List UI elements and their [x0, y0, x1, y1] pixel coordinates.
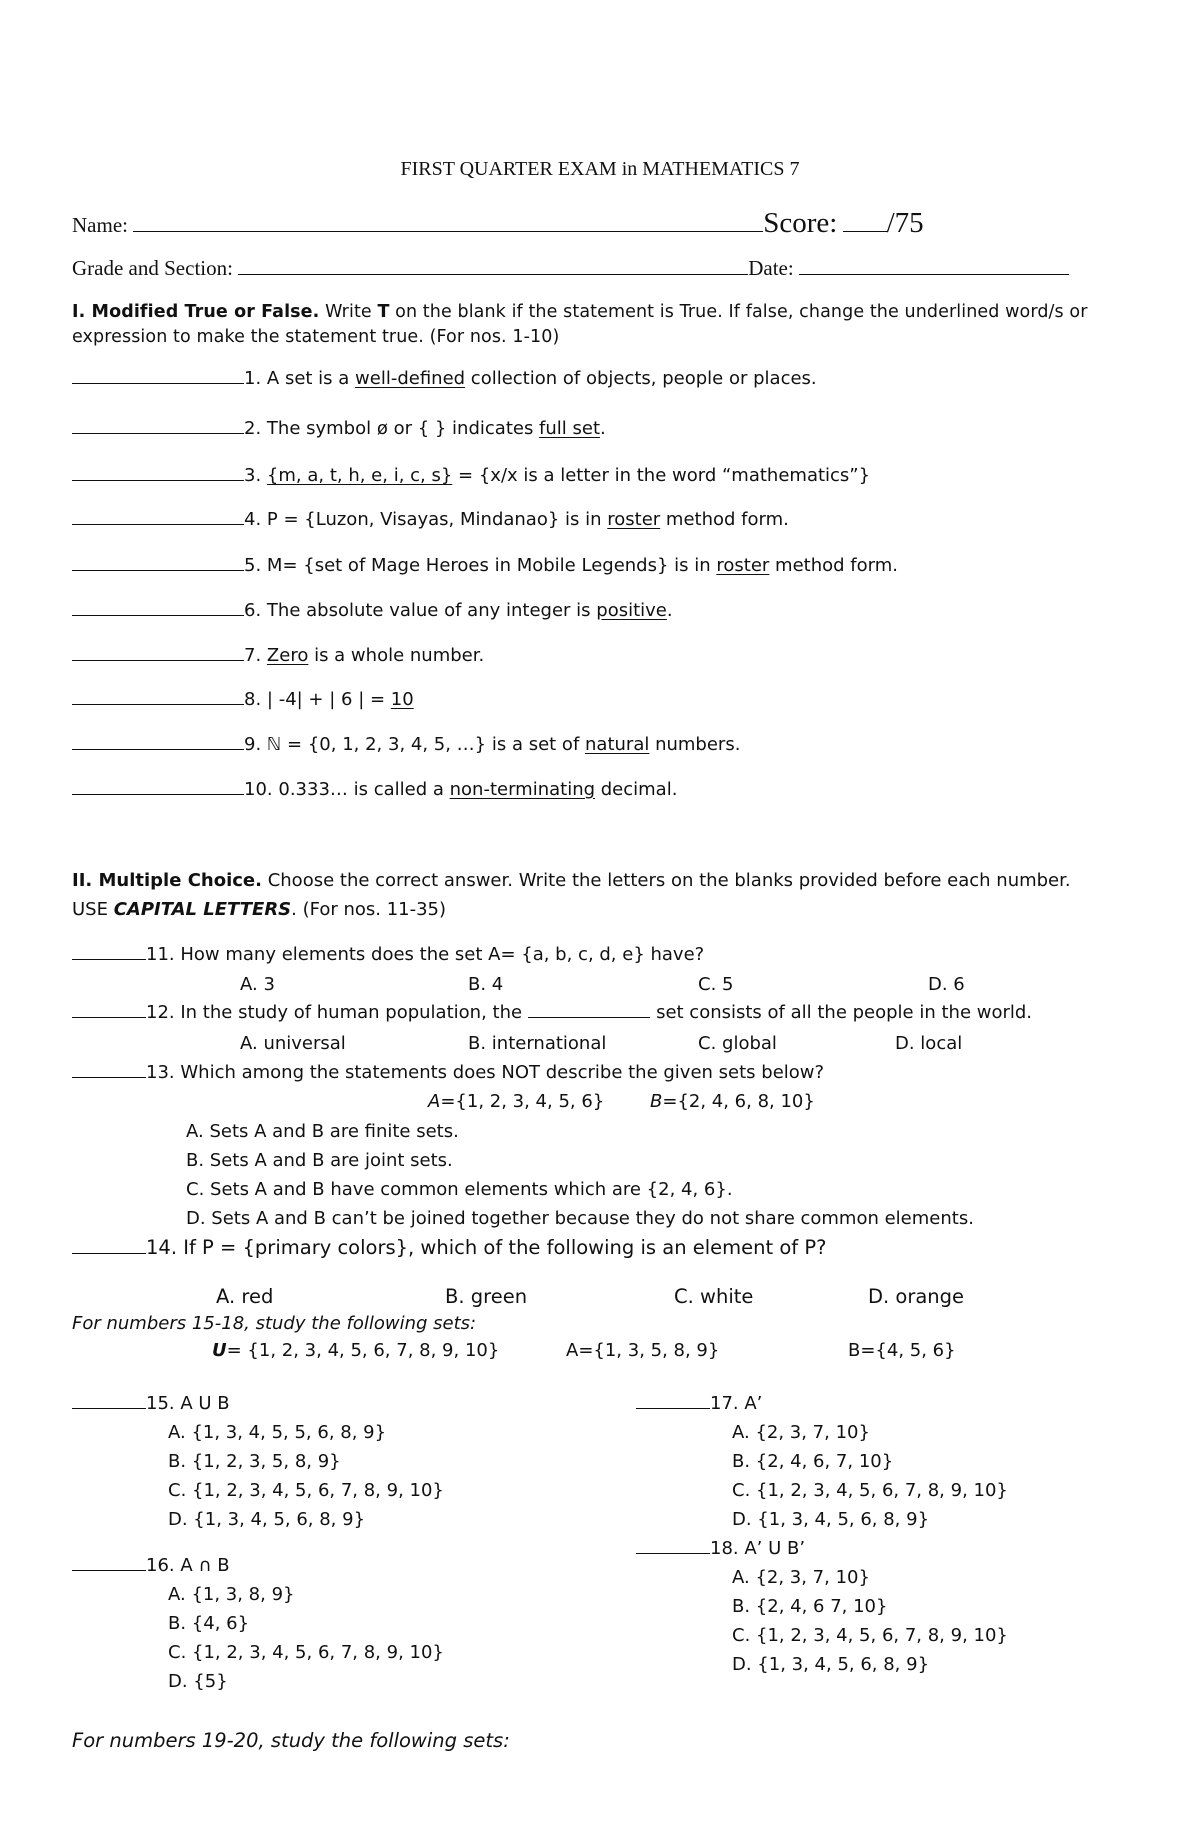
- tf-number: 1.: [244, 368, 262, 389]
- answer-blank[interactable]: [72, 614, 244, 616]
- tf-text: .: [666, 600, 673, 621]
- tf-number: 9.: [244, 734, 262, 755]
- part2-instructions: [72, 870, 1071, 891]
- score-line[interactable]: [843, 230, 887, 232]
- tf-underlined: roster: [716, 555, 770, 576]
- tf-item: [72, 734, 740, 755]
- part1-inst-b: on the blank if the statement is True. If false, change the underlined word/s or: [389, 302, 1088, 322]
- q15-choice: A. {1, 3, 4, 5, 5, 6, 8, 9}: [168, 1422, 387, 1443]
- tf-text: decimal.: [595, 779, 678, 800]
- q14-choice: D. orange: [868, 1285, 965, 1308]
- q12-choice: C. global: [698, 1033, 777, 1054]
- tf-text: M= {set of Mage Heroes in Mobile Legends} is in: [261, 555, 717, 576]
- part2-instructions-line2: [72, 899, 446, 920]
- tf-text: collection of objects, people or places.: [465, 368, 817, 389]
- answer-blank-16[interactable]: [72, 1569, 146, 1571]
- tf-item: [72, 509, 789, 530]
- question-16: [72, 1555, 230, 1576]
- date-label: Date:: [748, 256, 794, 280]
- name-row: [72, 207, 924, 240]
- note-15-18: For numbers 15-18, study the following sets:: [72, 1313, 477, 1334]
- tf-item: [72, 689, 414, 710]
- tf-underlined: full set: [539, 418, 601, 439]
- set-u-label: U: [212, 1340, 227, 1361]
- q13-set-a-label: A: [428, 1091, 441, 1112]
- tf-item: [72, 645, 484, 666]
- answer-blank[interactable]: [72, 748, 244, 750]
- q17-choice: B. {2, 4, 6, 7, 10}: [732, 1451, 894, 1472]
- q17-choice: A. {2, 3, 7, 10}: [732, 1422, 870, 1443]
- set-b: B={4, 5, 6}: [848, 1340, 956, 1361]
- answer-blank-15[interactable]: [72, 1407, 146, 1409]
- tf-underlined: 10: [390, 689, 414, 710]
- tf-number: 4.: [244, 509, 262, 530]
- grade-row: [72, 256, 1069, 281]
- q16-text: A ∩ B: [174, 1555, 230, 1576]
- part1-inst-a: Write: [319, 302, 378, 322]
- q15-text: A U B: [174, 1393, 230, 1414]
- set-a: A={1, 3, 5, 8, 9}: [566, 1340, 720, 1361]
- universal-set: [212, 1340, 499, 1361]
- use-label: USE: [72, 899, 114, 920]
- q14-text: If P = {primary colors}, which of the following is an element of P?: [177, 1236, 827, 1259]
- q13-num: 13.: [146, 1062, 175, 1083]
- q12-text-a: In the study of human population, the: [174, 1002, 523, 1023]
- answer-blank[interactable]: [72, 703, 244, 705]
- answer-blank[interactable]: [72, 793, 244, 795]
- tf-number: 3.: [244, 465, 262, 486]
- tf-item: [72, 555, 898, 576]
- q12-choice: B. international: [468, 1033, 607, 1054]
- question-14: [72, 1236, 826, 1259]
- part1-inst-t: T: [377, 302, 390, 322]
- q12-num: 12.: [146, 1002, 175, 1023]
- tf-underlined: positive: [596, 600, 667, 621]
- answer-blank-14[interactable]: [72, 1252, 146, 1254]
- q18-choice: A. {2, 3, 7, 10}: [732, 1567, 870, 1588]
- tf-text: .: [600, 418, 606, 439]
- q15-choice: B. {1, 2, 3, 5, 8, 9}: [168, 1451, 341, 1472]
- q17-choice: D. {1, 3, 4, 5, 6, 8, 9}: [732, 1509, 930, 1530]
- q13-choice: A. Sets A and B are finite sets.: [186, 1121, 459, 1142]
- part2-heading: II. Multiple Choice.: [72, 870, 262, 891]
- tf-underlined: natural: [585, 734, 650, 755]
- question-11: [72, 944, 704, 965]
- answer-blank-12[interactable]: [72, 1016, 146, 1018]
- answer-blank-17[interactable]: [636, 1407, 710, 1409]
- tf-item: [72, 418, 606, 439]
- q13-set-a: [428, 1091, 604, 1112]
- q12-inline-blank: [528, 1016, 650, 1018]
- part1-instructions: [72, 302, 1088, 322]
- tf-text: = {x/x is a letter in the word “mathematics”}: [452, 465, 871, 486]
- tf-item: [72, 465, 870, 486]
- q17-text: A’: [738, 1393, 763, 1414]
- q13-set-b-value: ={2, 4, 6, 8, 10}: [662, 1091, 815, 1112]
- q12-choice: A. universal: [240, 1033, 346, 1054]
- answer-blank[interactable]: [72, 382, 244, 384]
- q13-set-b: [650, 1091, 815, 1112]
- tf-text: | -4| + | 6 | =: [261, 689, 391, 710]
- q16-choice: A. {1, 3, 8, 9}: [168, 1584, 295, 1605]
- q11-choice: D. 6: [928, 974, 965, 995]
- tf-number: 5.: [244, 555, 262, 576]
- question-12: [72, 1002, 1032, 1023]
- q16-choice: B. {4, 6}: [168, 1613, 250, 1634]
- note-19-20: For numbers 19-20, study the following sets:: [72, 1729, 510, 1752]
- answer-blank-11[interactable]: [72, 958, 146, 960]
- tf-underlined: Zero: [266, 645, 309, 666]
- q13-choice: B. Sets A and B are joint sets.: [186, 1150, 453, 1171]
- set-u-value: = {1, 2, 3, 4, 5, 6, 7, 8, 9, 10}: [226, 1340, 500, 1361]
- question-17: [636, 1393, 762, 1414]
- q14-num: 14.: [146, 1236, 178, 1259]
- q13-choice: C. Sets A and B have common elements which are {2, 4, 6}.: [186, 1179, 733, 1200]
- capital-letters: CAPITAL LETTERS: [113, 899, 292, 920]
- q18-choice: D. {1, 3, 4, 5, 6, 8, 9}: [732, 1654, 930, 1675]
- q16-choice: D. {5}: [168, 1671, 228, 1692]
- answer-blank[interactable]: [72, 523, 244, 525]
- q18-num: 18.: [710, 1538, 739, 1559]
- grade-label: Grade and Section:: [72, 256, 233, 280]
- tf-text: The absolute value of any integer is: [261, 600, 597, 621]
- tf-text: P = {Luzon, Visayas, Mindanao} is in: [261, 509, 608, 530]
- q13-choice: D. Sets A and B can’t be joined together because they do not share common elements.: [186, 1208, 974, 1229]
- question-15: [72, 1393, 230, 1414]
- tf-text: ℕ = {0, 1, 2, 3, 4, 5, …} is a set of: [261, 734, 586, 755]
- tf-number: 8.: [244, 689, 262, 710]
- tf-underlined: well-defined: [355, 368, 466, 389]
- q18-choice: C. {1, 2, 3, 4, 5, 6, 7, 8, 9, 10}: [732, 1625, 1008, 1646]
- date-line[interactable]: [799, 273, 1069, 275]
- tf-underlined: {m, a, t, h, e, i, c, s}: [266, 465, 453, 486]
- q15-choice: D. {1, 3, 4, 5, 6, 8, 9}: [168, 1509, 366, 1530]
- tf-text: numbers.: [649, 734, 741, 755]
- part1-instructions-line2: expression to make the statement true. (For nos. 1-10): [72, 327, 560, 347]
- score-total: /75: [886, 207, 924, 239]
- q11-num: 11.: [146, 944, 175, 965]
- tf-text: 0.333… is called a: [272, 779, 450, 800]
- q13-text: Which among the statements does NOT describe the given sets below?: [174, 1062, 825, 1083]
- tf-underlined: non-terminating: [449, 779, 596, 800]
- answer-blank[interactable]: [72, 479, 244, 481]
- tf-underlined: roster: [607, 509, 661, 530]
- q18-text: A’ U B’: [738, 1538, 806, 1559]
- q16-num: 16.: [146, 1555, 175, 1576]
- exam-title: FIRST QUARTER EXAM in MATHEMATICS 7: [400, 158, 800, 180]
- answer-blank-13[interactable]: [72, 1076, 146, 1078]
- answer-blank[interactable]: [72, 569, 244, 571]
- name-line[interactable]: [133, 230, 763, 232]
- part1-heading: I. Modified True or False.: [72, 302, 320, 322]
- question-13: [72, 1062, 824, 1083]
- tf-number: 6.: [244, 600, 262, 621]
- tf-text: method form.: [769, 555, 898, 576]
- q13-set-b-label: B: [650, 1091, 663, 1112]
- tf-text: A set is a: [261, 368, 356, 389]
- answer-blank-18[interactable]: [636, 1552, 710, 1554]
- q15-num: 15.: [146, 1393, 175, 1414]
- q16-choice: C. {1, 2, 3, 4, 5, 6, 7, 8, 9, 10}: [168, 1642, 444, 1663]
- grade-line[interactable]: [238, 273, 748, 275]
- q14-choice: C. white: [674, 1285, 754, 1308]
- q14-choice: A. red: [216, 1285, 274, 1308]
- q11-text: How many elements does the set A= {a, b, c, d, e} have?: [174, 944, 705, 965]
- tf-text: The symbol ø or { } indicates: [261, 418, 540, 439]
- tf-item: [72, 368, 817, 389]
- name-label: Name:: [72, 213, 128, 237]
- q18-choice: B. {2, 4, 6 7, 10}: [732, 1596, 888, 1617]
- tf-text: is a whole number.: [308, 645, 485, 666]
- tf-text: method form.: [660, 509, 789, 530]
- q11-choice: C. 5: [698, 974, 734, 995]
- q12-choice: D. local: [895, 1033, 963, 1054]
- tf-number: 2.: [244, 418, 262, 439]
- q12-text-b: set consists of all the people in the world.: [656, 1002, 1033, 1023]
- q17-num: 17.: [710, 1393, 739, 1414]
- q11-choice: A. 3: [240, 974, 275, 995]
- tf-item: [72, 779, 677, 800]
- q17-choice: C. {1, 2, 3, 4, 5, 6, 7, 8, 9, 10}: [732, 1480, 1008, 1501]
- q13-set-a-value: ={1, 2, 3, 4, 5, 6}: [440, 1091, 605, 1112]
- question-18: [636, 1538, 805, 1559]
- part2-inst: Choose the correct answer. Write the letters on the blanks provided before each number.: [261, 870, 1071, 891]
- score-label: Score:: [763, 207, 838, 239]
- answer-blank[interactable]: [72, 659, 244, 661]
- q14-choice: B. green: [445, 1285, 528, 1308]
- tf-item: [72, 600, 673, 621]
- for-nos: . (For nos. 11-35): [291, 899, 447, 920]
- answer-blank[interactable]: [72, 432, 244, 434]
- q11-choice: B. 4: [468, 974, 504, 995]
- tf-number: 7.: [244, 645, 262, 666]
- q15-choice: C. {1, 2, 3, 4, 5, 6, 7, 8, 9, 10}: [168, 1480, 444, 1501]
- tf-number: 10.: [244, 779, 273, 800]
